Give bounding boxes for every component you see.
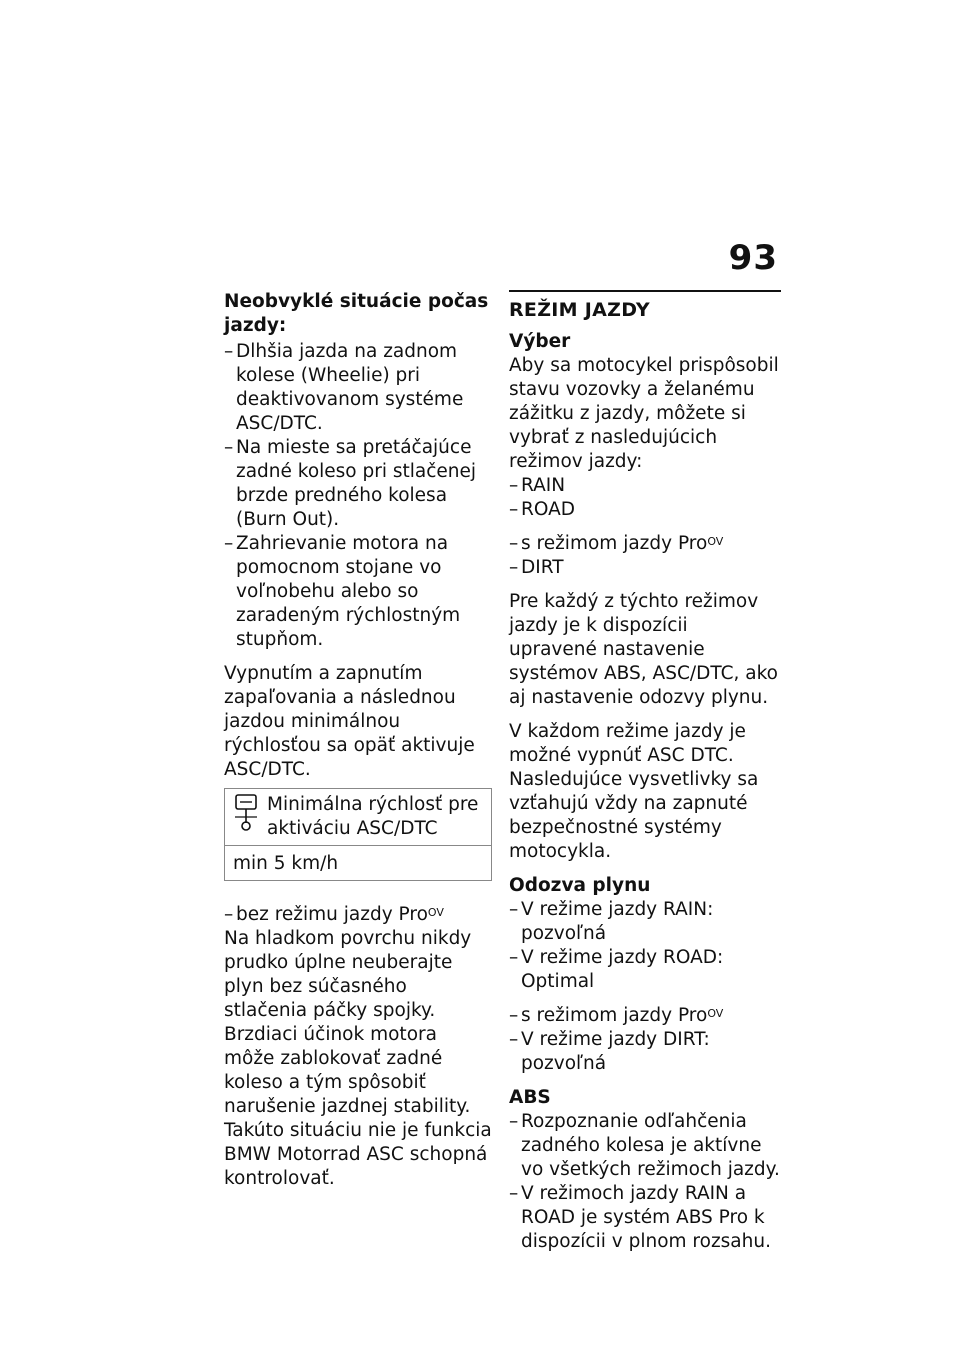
box-value: min 5 km/h <box>233 853 339 874</box>
list-item-text: V režime jazdy RAIN: pozvoľná <box>521 899 714 944</box>
list-item: – V režime jazdy DIRT: pozvoľná <box>509 1028 781 1076</box>
list-item-text: Na mieste sa pretáčajúce zadné koleso pri stlačenej brzde predného kolesa (Burn Out). <box>236 437 477 530</box>
paragraph: V každom režime jazdy je možné vypnúť ASC DTC. Nasledujúce vysvetlivky sa vzťahujú vždy na zapnuté bezpečnostné systémy motocykla. <box>509 721 759 862</box>
list-item: – Dlhšia jazda na zadnom kolese (Wheelie) pri deaktivovanom systéme ASC/DTC. <box>224 340 492 436</box>
section-rule <box>509 290 781 292</box>
list-item: – V režimoch jazdy RAIN a ROAD je systém ABS Pro k dispozícii v plnom rozsahu. <box>509 1182 781 1254</box>
left-heading: Neobvyklé situácie počas jazdy: <box>224 291 489 336</box>
section-title: REŽIM JAZDY <box>509 299 650 321</box>
subheading: Výber <box>509 331 571 352</box>
list-item: – DIRT <box>509 556 781 580</box>
list-item-text: V režimoch jazdy RAIN a ROAD je systém ABS Pro k dispozícii v plnom rozsahu. <box>521 1183 771 1252</box>
subheading: ABS <box>509 1087 551 1108</box>
left-column <box>224 290 492 1201</box>
paragraph: Pre každý z týchto režimov jazdy je k dispozícii upravené nastavenie systémov ABS, ASC/DTC, ako aj nastavenie odozvy plynu. <box>509 591 778 708</box>
paragraph: Aby sa motocykel prispôsobil stavu vozovky a želanému zážitku z jazdy, môžete si vybrať z nasledujúcich režimov jazdy: <box>509 355 779 472</box>
footnote-marker: OV <box>707 535 724 548</box>
paragraph: Vypnutím a zapnutím zapaľovania a následnou jazdou minimálnou rýchlosťou sa opäť aktivuje ASC/DTC. <box>224 663 475 780</box>
speedometer-gauge-icon <box>231 793 267 837</box>
list-item-text: Zahrievanie motora na pomocnom stojane vo voľnobehu alebo so zaradeným rýchlostným stupňom. <box>236 533 461 650</box>
list-item-text: Rozpoznanie odľahčenia zadného kolesa je aktívne vo všetkých režimoch jazdy. <box>521 1111 780 1180</box>
paragraph: Na hladkom povrchu nikdy prudko úplne neuberajte plyn bez súčasného stlačenia páčky spojky. Brzdiaci účinok motora môže zablokovať zadné koleso a tým spôsobiť narušenie jazdnej stability. Takúto situáciu nie je funkcia BMW Motorrad ASC schopná kontrolovať. <box>224 928 492 1189</box>
list-item-text: s režimom jazdy Pro <box>521 1005 708 1026</box>
list-item: – bez režimu jazdy Pro$^{OV}$ <box>224 904 444 925</box>
list-item-text: RAIN <box>521 475 566 496</box>
subheading: Odozva plynu <box>509 875 651 896</box>
page-number: 93 <box>728 238 778 278</box>
list-item: – s režimom jazdy Pro$^{OV}$ <box>509 533 724 554</box>
list-item-text: V režime jazdy DIRT: pozvoľná <box>521 1029 710 1074</box>
list-item-text: s režimom jazdy Pro <box>521 533 708 554</box>
list-item-text: V režime jazdy ROAD: Optimal <box>521 947 724 992</box>
box-label: Minimálna rýchlosť pre aktiváciu ASC/DTC <box>267 794 479 839</box>
list-item-text: bez režimu jazdy Pro <box>236 904 428 925</box>
footnote-marker: OV <box>427 906 444 919</box>
right-column <box>509 290 781 1254</box>
list-item: – RAIN <box>509 474 781 498</box>
list-item: – s režimom jazdy Pro$^{OV}$ <box>509 1005 724 1026</box>
list-item-text: ROAD <box>521 499 575 520</box>
list-item: – V režime jazdy RAIN: pozvoľná <box>509 898 781 946</box>
list-item: – Zahrievanie motora na pomocnom stojane vo voľnobehu alebo so zaradeným rýchlostným stupňom. <box>224 532 492 652</box>
list-item: – Na mieste sa pretáčajúce zadné koleso pri stlačenej brzde predného kolesa (Burn Out). <box>224 436 492 532</box>
list-item: – V režime jazdy ROAD: Optimal <box>509 946 781 994</box>
list-item-text: Dlhšia jazda na zadnom kolese (Wheelie) pri deaktivovanom systéme ASC/DTC. <box>236 341 464 434</box>
list-item-text: DIRT <box>521 557 564 578</box>
footnote-marker: OV <box>707 1007 724 1020</box>
list-item: – ROAD <box>509 498 781 522</box>
list-item: – Rozpoznanie odľahčenia zadného kolesa je aktívne vo všetkých režimoch jazdy. <box>509 1111 780 1180</box>
info-box <box>224 788 492 881</box>
